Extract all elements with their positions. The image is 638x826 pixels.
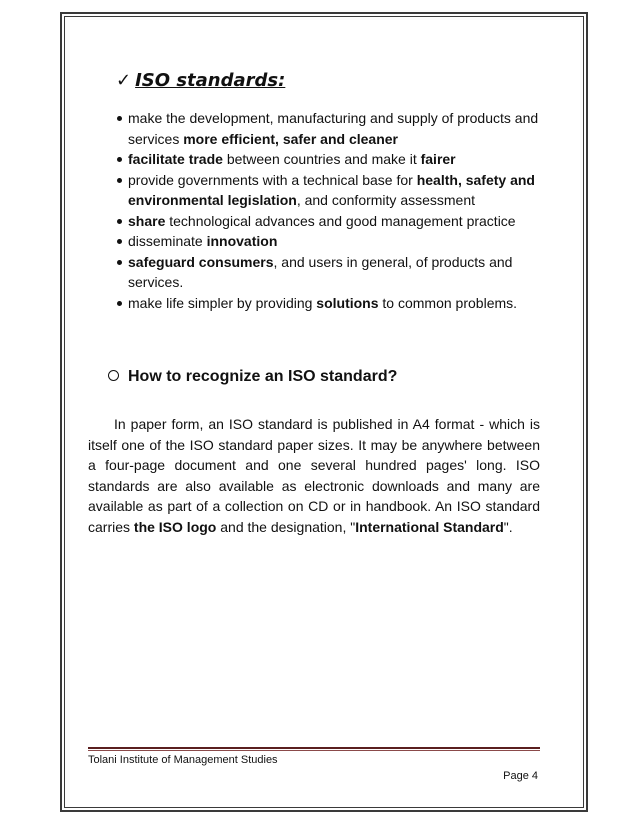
iso-standards-title: ISO standards: xyxy=(135,70,286,91)
bold-text: health, safety and environmental legislation xyxy=(128,171,535,208)
bold-text: more efficient, safer and cleaner xyxy=(183,130,398,147)
text-run: provide governments with a technical base for xyxy=(128,171,417,188)
bold-text: fairer xyxy=(420,151,456,167)
bold-text: facilitate trade xyxy=(128,151,223,167)
circle-bullet-icon xyxy=(108,370,119,381)
footer-institute: Tolani Institute of Management Studies xyxy=(88,754,278,766)
footer-rule xyxy=(88,747,540,749)
bullet-item xyxy=(100,293,540,314)
iso-benefits-list xyxy=(100,108,540,313)
text-run: In paper form, an ISO standard is published in A4 format - which is itself one of the ISO standard paper sizes. It may be anywhere between a four-page document and one several hundred pages' long. ISO standards are also available as electronic downloads and many are available as part of a collection on CD or in handbook. An ISO standard carries xyxy=(88,416,540,535)
text-run: ". xyxy=(503,518,513,535)
iso-standards-heading xyxy=(116,70,285,91)
text-run: , and users in general, of products and services. xyxy=(128,253,513,290)
checkmark-icon: ✓ xyxy=(116,70,132,91)
bullet-item xyxy=(100,231,540,252)
bullet-item xyxy=(100,252,540,293)
recognize-title: How to recognize an ISO standard? xyxy=(128,368,398,385)
footer-rule-thin xyxy=(88,750,540,751)
bullet-item xyxy=(100,211,540,232)
text-run: technological advances and good management practice xyxy=(165,212,516,229)
bold-text: safeguard consumers xyxy=(128,253,274,270)
bold-text: solutions xyxy=(316,294,379,311)
bullet-item xyxy=(100,149,540,170)
text-run: make life simpler by providing xyxy=(128,294,317,311)
bullet-item xyxy=(100,108,540,149)
recognize-paragraph xyxy=(88,414,540,537)
bold-text: International Standard xyxy=(355,518,504,535)
text-run: between countries and make it xyxy=(222,151,421,167)
text-run: , and conformity assessment xyxy=(296,192,476,208)
page-number: Page 4 xyxy=(503,770,538,782)
bold-text: the ISO logo xyxy=(133,518,217,535)
text-run: disseminate xyxy=(128,233,207,249)
text-run: to common problems. xyxy=(378,294,518,311)
recognize-heading xyxy=(108,368,397,386)
bullet-item xyxy=(100,170,540,211)
bold-text: share xyxy=(128,212,166,229)
text-run: and the designation, " xyxy=(216,518,356,535)
bold-text: innovation xyxy=(206,233,278,249)
text-run: make the development, manufacturing and supply of products and services xyxy=(128,110,539,147)
